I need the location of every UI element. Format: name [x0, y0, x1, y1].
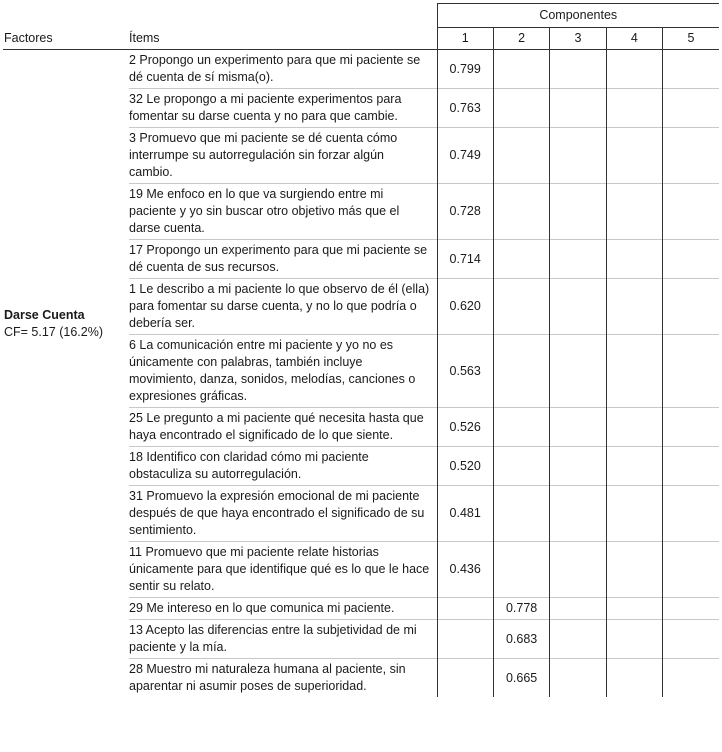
item-text: 31 Promuevo la expresión emocional de mi paciente después de que haya encontrado el significado de su sentimiento. [129, 486, 437, 542]
loading-c1: 0.728 [437, 184, 493, 240]
loading-c1: 0.714 [437, 240, 493, 279]
loading-c1: 0.799 [437, 50, 493, 89]
loading-c2 [493, 240, 549, 279]
loading-c1: 0.763 [437, 89, 493, 128]
item-text: 29 Me intereso en lo que comunica mi paciente. [129, 598, 437, 620]
loading-c1 [437, 659, 493, 698]
loading-c1: 0.520 [437, 447, 493, 486]
table-row [3, 620, 719, 659]
loading-c1: 0.620 [437, 279, 493, 335]
table-row [3, 598, 719, 620]
table-row [3, 659, 719, 698]
factor-name: Darse Cuenta [4, 307, 85, 322]
component-1-header: 1 [437, 28, 493, 50]
item-text: 19 Me enfoco en lo que va surgiendo entre mi paciente y yo sin buscar otro objetivo más que el darse cuenta. [129, 184, 437, 240]
component-4-header: 4 [606, 28, 662, 50]
factor-cell [3, 50, 129, 598]
loading-c1 [437, 598, 493, 620]
loading-c2: 0.778 [493, 598, 549, 620]
item-text: 32 Le propongo a mi paciente experimentos para fomentar su darse cuenta y no para que cambie. [129, 89, 437, 128]
component-5-header: 5 [663, 28, 719, 50]
item-text: 6 La comunicación entre mi paciente y yo no es únicamente con palabras, también incluye movimiento, danza, sonidos, melodías, canciones o expresiones gráficas. [129, 335, 437, 408]
item-text: 17 Propongo un experimento para que mi paciente se dé cuenta de sus recursos. [129, 240, 437, 279]
loading-c2 [493, 486, 549, 542]
component-3-header: 3 [550, 28, 606, 50]
loading-c1: 0.563 [437, 335, 493, 408]
item-text: 25 Le pregunto a mi paciente qué necesita hasta que haya encontrado el significado de lo que siente. [129, 408, 437, 447]
componentes-header: Componentes [437, 4, 719, 28]
item-text: 18 Identifico con claridad cómo mi paciente obstaculiza su autorregulación. [129, 447, 437, 486]
loading-c1 [437, 620, 493, 659]
loading-c2: 0.683 [493, 620, 549, 659]
loading-c1: 0.481 [437, 486, 493, 542]
loading-c2 [493, 408, 549, 447]
item-text: 13 Acepto las diferencias entre la subjetividad de mi paciente y la mía. [129, 620, 437, 659]
loading-c1: 0.436 [437, 542, 493, 598]
item-text: 11 Promuevo que mi paciente relate historias únicamente para que identifique qué es lo que le hace sentir su relato. [129, 542, 437, 598]
loading-c2 [493, 542, 549, 598]
loading-c1: 0.526 [437, 408, 493, 447]
item-text: 2 Propongo un experimento para que mi paciente se dé cuenta de sí misma(o). [129, 53, 421, 84]
item-text: 1 Le describo a mi paciente lo que observo de él (ella) para fomentar su darse cuenta, y no lo que podría o debería ser. [129, 279, 437, 335]
loading-c2 [493, 335, 549, 408]
loading-c2 [493, 50, 549, 89]
items-header: Ítems [129, 28, 437, 50]
factores-header: Factores [3, 28, 129, 50]
loading-c1: 0.749 [437, 128, 493, 184]
factor-loadings-table [3, 3, 719, 697]
loading-c2: 0.665 [493, 659, 549, 698]
loading-c2 [493, 128, 549, 184]
table-row [3, 50, 719, 89]
item-text: 3 Promuevo que mi paciente se dé cuenta cómo interrumpe su autorregulación sin forzar algún cambio. [129, 128, 437, 184]
factor-cf: CF= 5.17 (16.2%) [4, 324, 104, 339]
loading-c2 [493, 89, 549, 128]
loading-c2 [493, 447, 549, 486]
item-text: 28 Muestro mi naturaleza humana al paciente, sin aparentar ni asumir poses de superioridad. [129, 659, 437, 698]
loading-c2 [493, 184, 549, 240]
component-2-header: 2 [493, 28, 549, 50]
loading-c2 [493, 279, 549, 335]
